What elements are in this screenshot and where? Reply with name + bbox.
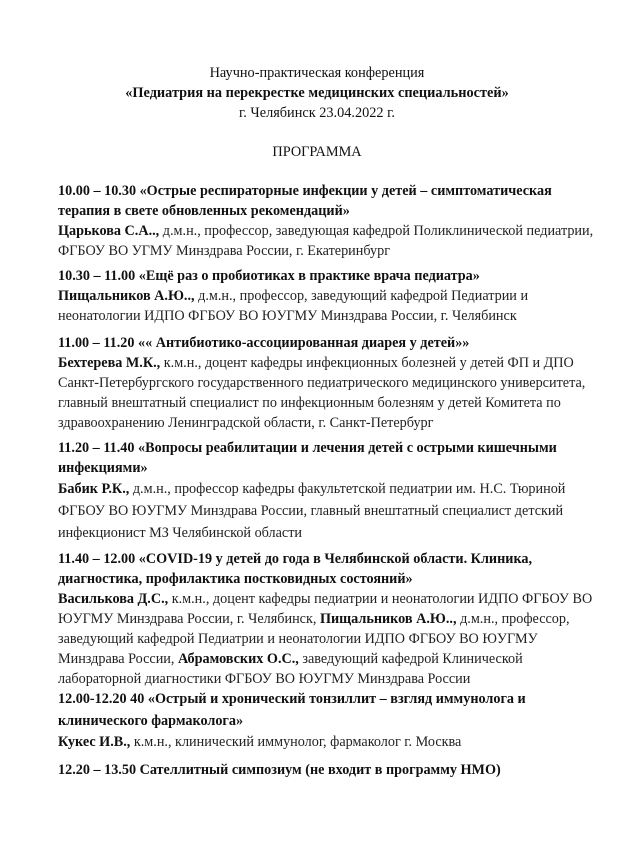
- session-topic: «Острый и хронический тонзиллит – взгляд иммунолога и клинического фармаколога»: [58, 691, 526, 729]
- session-speakers: [58, 732, 598, 752]
- speaker-name: Абрамовских О.С.,: [177, 651, 299, 667]
- session-topic: «Ещё раз о пробиотиках в практике врача педиатра»: [138, 268, 480, 284]
- program-session: [58, 333, 598, 433]
- session-time: 12.00-12.20 40: [58, 691, 145, 707]
- event-type: Научно-практическая конференция: [209, 65, 425, 81]
- session-topic: «« Антибиотико-ассоциированная диарея у детей»»: [138, 335, 470, 351]
- session-talk: [58, 266, 598, 286]
- program-session: [58, 438, 598, 544]
- speaker-name: Царькова С.А..,: [58, 223, 160, 239]
- session-talk: [58, 549, 598, 589]
- program-session: [58, 181, 598, 261]
- speaker-info: к.м.н., доцент кафедры педиатрии и неонатологии ИДПО ФГБОУ ВО ЮУГМУ Минздрава России, г. Челябинск,: [58, 591, 593, 627]
- session-topic: Сателлитный симпозиум (не входит в программу НМО): [139, 762, 501, 778]
- session-time: 11.20 – 11.40: [58, 440, 135, 456]
- speaker-name: Бехтерева М.К.,: [58, 355, 161, 371]
- place-date: г. Челябинск 23.04.2022 г.: [239, 105, 395, 121]
- session-talk: [58, 688, 598, 732]
- speaker-info: д.м.н., профессор, заведующий кафедрой Педиатрии и неонатологии ИДПО ФГБОУ ВО ЮУГМУ Минздрава России,: [58, 611, 570, 667]
- speaker-name: Пищальников А.Ю..,: [319, 611, 457, 627]
- session-speakers: [58, 286, 598, 326]
- conference-title: «Педиатрия на перекрестке медицинских специальностей»: [125, 85, 509, 101]
- session-time: 11.00 – 11.20: [58, 335, 135, 351]
- session-time: 12.20 – 13.50: [58, 762, 137, 778]
- conference-header: [0, 63, 634, 123]
- speaker-name: Бабик Р.К.,: [58, 481, 130, 497]
- session-talk: [58, 438, 598, 478]
- session-topic: «COVID-19 у детей до года в Челябинской области. Клиника, диагностика, профилактика постковидных состояний»: [58, 551, 533, 587]
- speaker-info: заведующий кафедрой Клинической лабораторной диагностики ФГБОУ ВО ЮУГМУ Минздрава России: [58, 651, 523, 687]
- session-time: 10.30 – 11.00: [58, 268, 136, 284]
- session-time: 11.40 – 12.00: [58, 551, 136, 567]
- speaker-name: Василькова Д.С.,: [58, 591, 169, 607]
- session-topic: «Вопросы реабилитации и лечения детей с острыми кишечными инфекциями»: [58, 440, 557, 476]
- speaker-info: д.м.н., профессор, заведующая кафедрой Поликлинической педиатрии, ФГБОУ ВО УГМУ Минздрава России, г. Екатеринбург: [58, 223, 594, 259]
- session-time: 10.00 – 10.30: [58, 183, 137, 199]
- program-session: [58, 760, 598, 780]
- speaker-info: д.м.н., профессор, заведующий кафедрой Педиатрии и неонатологии ИДПО ФГБОУ ВО ЮУГМУ Минздрава России, г. Челябинск: [58, 288, 529, 324]
- program-session: [58, 688, 598, 752]
- program-session: [58, 549, 598, 689]
- session-talk: [58, 760, 598, 780]
- speaker-name: Кукес И.В.,: [58, 734, 131, 750]
- speaker-info: к.м.н., доцент кафедры инфекционных болезней у детей ФП и ДПО Санкт-Петербургского государственного педиатрического медицинского университета, главный внештатный специалист по инфекционным болезням у детей Комитета по здравоохранению Ленинградской области, г. Санкт-Петербург: [58, 355, 586, 431]
- session-topic: «Острые респираторные инфекции у детей – симптоматическая терапия в свете обновленных рекомендаций»: [58, 183, 552, 219]
- session-speakers: [58, 353, 598, 433]
- program-session: [58, 266, 598, 326]
- program-heading: ПРОГРАММА: [272, 144, 362, 160]
- speaker-name: Пищальников А.Ю..,: [58, 288, 195, 304]
- session-speakers: [58, 478, 598, 544]
- session-talk: [58, 333, 598, 353]
- speaker-info: д.м.н., профессор кафедры факультетской педиатрии им. Н.С. Тюриной ФГБОУ ВО ЮУГМУ Минздрава России, главный внештатный специалист детский инфекционист МЗ Челябинской области: [58, 481, 566, 541]
- speaker-info: к.м.н., клинический иммунолог, фармаколог г. Москва: [130, 734, 462, 750]
- session-speakers: [58, 221, 598, 261]
- session-speakers: [58, 589, 598, 689]
- session-talk: [58, 181, 598, 221]
